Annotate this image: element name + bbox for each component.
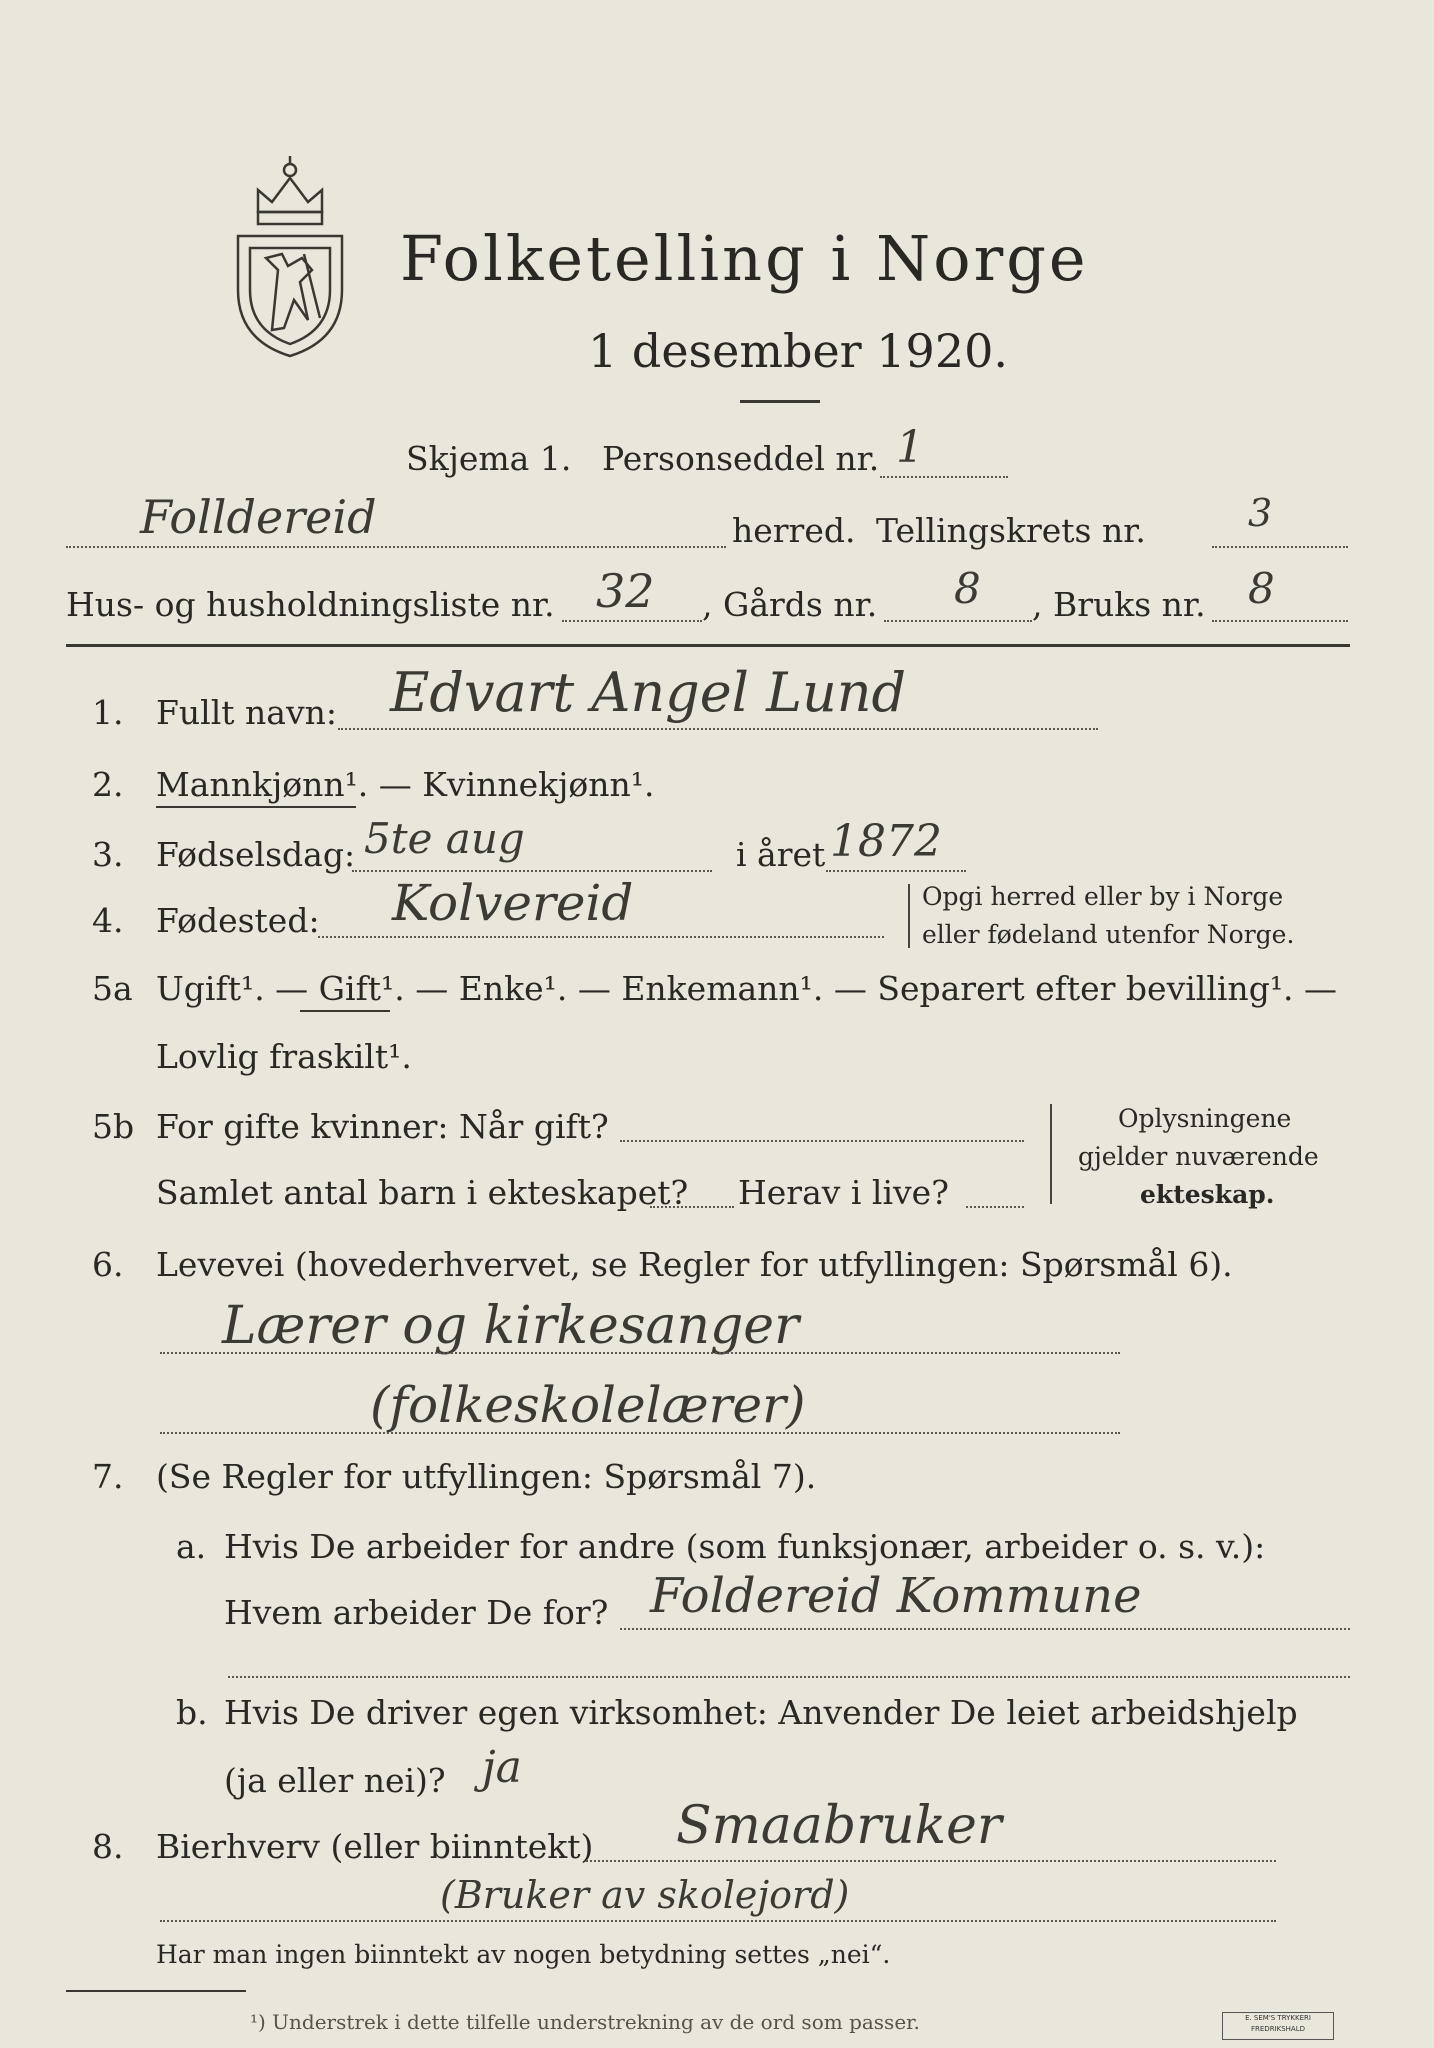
q5b-note-3: ekteskap. bbox=[1140, 1180, 1275, 1209]
q8-value-1: Smaabruker bbox=[676, 1796, 1002, 1856]
q7b-value: ja bbox=[482, 1742, 522, 1793]
q7a-value: Foldereid Kommune bbox=[650, 1568, 1142, 1624]
q5b-line-2a: Samlet antal barn i ekteskapet? bbox=[156, 1173, 689, 1212]
hus-value: 32 bbox=[596, 564, 655, 618]
q4-label: Fødested: bbox=[156, 901, 320, 940]
q6-label: Levevei (hovederhvervet, se Regler for utfyllingen: Spørsmål 6). bbox=[156, 1245, 1233, 1284]
personseddel-line bbox=[880, 476, 1008, 478]
q3-year-value: 1872 bbox=[830, 816, 942, 867]
footnote: ¹) Understrek i dette tilfelle understrekning av de ord som passer. bbox=[250, 2010, 920, 2034]
q5b-barn-line bbox=[650, 1206, 734, 1208]
q8-number: 8. bbox=[92, 1827, 124, 1866]
q7b-line-1: Hvis De driver egen virksomhet: Anvender De leiet arbeidshjelp bbox=[224, 1693, 1298, 1732]
printer-stamp bbox=[1222, 2012, 1334, 2040]
q1-number: 1. bbox=[92, 693, 124, 732]
personseddel-label: Personseddel nr. bbox=[602, 439, 880, 478]
q3-year-label: i året bbox=[736, 835, 826, 874]
q7a-letter: a. bbox=[176, 1527, 207, 1566]
q5b-live-line bbox=[966, 1206, 1024, 1208]
q7a-extra-line bbox=[228, 1676, 1350, 1678]
q6-line-1 bbox=[160, 1352, 1120, 1354]
q2-underline bbox=[156, 806, 356, 808]
q4-number: 4. bbox=[92, 901, 124, 940]
q7b-letter: b. bbox=[176, 1693, 208, 1732]
q8-label: Bierhverv (eller biinntekt) bbox=[156, 1827, 594, 1866]
q5a-number: 5a bbox=[92, 969, 133, 1008]
herred-value: Folldereid bbox=[140, 490, 377, 544]
q4-note-1: Opgi herred eller by i Norge bbox=[922, 882, 1284, 911]
q4-note-2: eller fødeland utenfor Norge. bbox=[922, 920, 1295, 949]
tellingskrets-label: Tellingskrets nr. bbox=[876, 511, 1146, 550]
hus-label: Hus- og husholdningsliste nr. bbox=[66, 585, 555, 624]
q7b-line-2: (ja eller nei)? bbox=[224, 1761, 446, 1800]
q8-line-2 bbox=[160, 1920, 1276, 1922]
herred-line bbox=[66, 546, 726, 548]
q3-line bbox=[352, 870, 712, 872]
q3-number: 3. bbox=[92, 835, 124, 874]
personseddel-value: 1 bbox=[896, 422, 924, 473]
q3-label: Fødselsdag: bbox=[156, 835, 356, 874]
q5b-line-1: For gifte kvinner: Når gift? bbox=[156, 1107, 609, 1146]
q4-line bbox=[318, 936, 884, 938]
form-title: Folketelling i Norge bbox=[400, 222, 1089, 295]
herred-label: herred. bbox=[732, 511, 856, 550]
q5b-brace bbox=[1050, 1104, 1052, 1204]
q6-line-2 bbox=[160, 1432, 1120, 1434]
q7a-line bbox=[620, 1628, 1350, 1630]
q8-line-1 bbox=[586, 1860, 1276, 1862]
census-date: 1 desember 1920. bbox=[588, 324, 1008, 378]
q6-value-2: (folkeskolelærer) bbox=[370, 1376, 806, 1434]
title-divider bbox=[740, 400, 820, 403]
q5a-line-1: Ugift¹. — Gift¹. — Enke¹. — Enkemann¹. — Separert efter bevilling¹. — bbox=[156, 969, 1338, 1008]
q2-label: Mannkjønn¹. — Kvinnekjønn¹. bbox=[156, 765, 655, 804]
bruks-label: , Bruks nr. bbox=[1032, 585, 1206, 624]
printer-stamp-text: E. SEM'S TRYKKERI FREDRIKSHALD bbox=[1245, 2014, 1311, 2033]
q7-label: (Se Regler for utfyllingen: Spørsmål 7). bbox=[156, 1457, 817, 1496]
gards-value: 8 bbox=[954, 564, 981, 613]
q5b-number: 5b bbox=[92, 1107, 135, 1146]
gards-label: , Gårds nr. bbox=[702, 585, 878, 624]
q2-number: 2. bbox=[92, 765, 124, 804]
q5b-note-1: Oplysningene bbox=[1118, 1104, 1292, 1133]
gards-line bbox=[884, 620, 1032, 622]
q1-line bbox=[338, 728, 1098, 730]
q6-number: 6. bbox=[92, 1245, 124, 1284]
header-rule bbox=[66, 644, 1350, 647]
q3-year-line bbox=[826, 870, 966, 872]
coat-of-arms-icon bbox=[228, 150, 352, 362]
footnote-rule bbox=[66, 1990, 246, 1992]
q3-value: 5te aug bbox=[364, 814, 525, 863]
skjema-label: Skjema 1. bbox=[406, 439, 572, 478]
tellingskrets-value: 3 bbox=[1248, 491, 1273, 535]
hus-line bbox=[562, 620, 702, 622]
q1-label: Fullt navn: bbox=[156, 693, 337, 732]
q4-value: Kolvereid bbox=[392, 874, 634, 932]
q4-brace bbox=[908, 884, 910, 948]
q5a-line-2: Lovlig fraskilt¹. bbox=[156, 1037, 412, 1076]
footer-note: Har man ingen biinntekt av nogen betydning settes „nei“. bbox=[156, 1940, 891, 1969]
q8-value-2: (Bruker av skolejord) bbox=[440, 1873, 850, 1917]
q7a-line-1: Hvis De arbeider for andre (som funksjonær, arbeider o. s. v.): bbox=[224, 1527, 1266, 1566]
tellingskrets-line bbox=[1212, 546, 1348, 548]
q6-value-1: Lærer og kirkesanger bbox=[222, 1296, 799, 1356]
q5a-underline bbox=[300, 1010, 390, 1012]
q1-value: Edvart Angel Lund bbox=[390, 661, 907, 724]
q7a-line-2: Hvem arbeider De for? bbox=[224, 1593, 609, 1632]
q5b-line-2b: Herav i live? bbox=[738, 1173, 949, 1212]
q5b-note-2: gjelder nuværende bbox=[1078, 1142, 1319, 1171]
q7-number: 7. bbox=[92, 1457, 124, 1496]
bruks-line bbox=[1212, 620, 1348, 622]
bruks-value: 8 bbox=[1248, 564, 1275, 613]
q5b-gift-line bbox=[620, 1140, 1024, 1142]
